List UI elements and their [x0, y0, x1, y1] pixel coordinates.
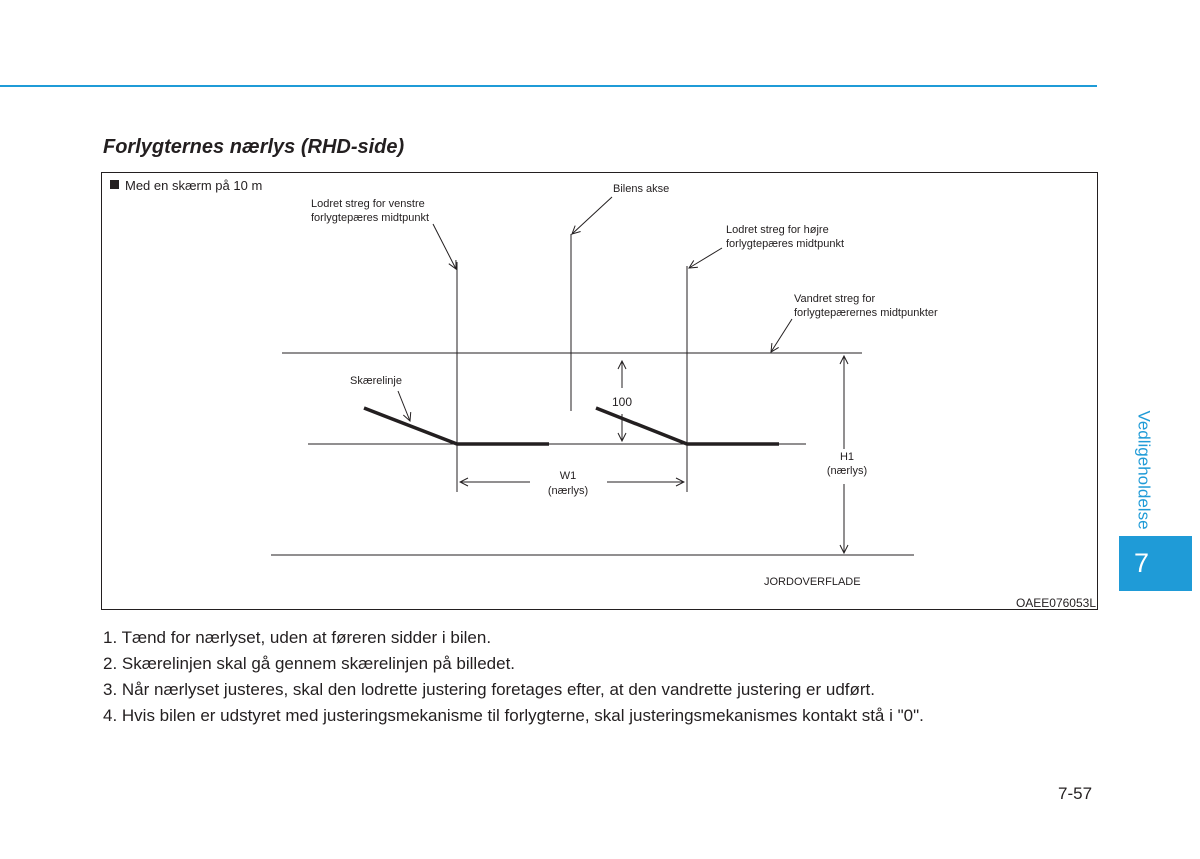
section-title: Forlygternes nærlys (RHD-side)	[103, 136, 405, 158]
left-vertical-label-line2: forlygtepæres midtpunkt	[311, 212, 429, 224]
vehicle-axis-label: Bilens akse	[613, 183, 670, 195]
diagram-frame	[102, 173, 1098, 610]
chapter-number: 7	[1134, 548, 1150, 578]
cutoff-leader-arrow	[398, 391, 410, 421]
offset-value-label: 100	[611, 395, 633, 409]
square-bullet-icon	[110, 180, 119, 189]
instruction-step: 1. Tænd for nærlyset, uden at føreren sidder i bilen.	[103, 628, 492, 647]
ground-label: JORDOVERFLADE	[764, 576, 861, 588]
vehicle-axis-leader-arrow	[572, 197, 612, 234]
horizontal-line-label-line1: Vandret streg for	[794, 293, 876, 305]
instruction-list	[103, 625, 924, 729]
chapter-side-tab-label: Vedligeholdelse	[1134, 410, 1154, 530]
cutoff-line-label: Skærelinje	[350, 375, 402, 387]
screen-distance-note: Med en skærm på 10 m	[125, 178, 263, 193]
instruction-step: 3. Når nærlyset justeres, skal den lodrette justering foretages efter, at den vandrette justering er udført.	[103, 680, 876, 699]
w1-label: W1	[559, 470, 577, 482]
h1-sublabel: (nærlys)	[826, 465, 868, 477]
left-vertical-leader-arrow	[433, 224, 456, 269]
header-rule	[0, 85, 1097, 87]
instruction-step: 4. Hvis bilen er udstyret med justeringsmekanisme til forlygterne, skal justeringsmekanismes kontakt stå i "0".	[103, 706, 924, 725]
horizontal-line-label-line2: forlygtepærernes midtpunkter	[794, 307, 938, 319]
h1-label: H1	[839, 451, 855, 463]
page-number: 7-57	[1058, 784, 1093, 803]
instruction-step: 2. Skærelinjen skal gå gennem skærelinjen på billedet.	[103, 654, 516, 673]
headlight-aim-diagram	[101, 172, 1099, 611]
right-vertical-label-line1: Lodret streg for højre	[726, 224, 829, 236]
chapter-tab	[1119, 536, 1192, 591]
right-vertical-label-line2: forlygtepæres midtpunkt	[726, 238, 844, 250]
w1-sublabel: (nærlys)	[547, 485, 589, 497]
left-vertical-label-line1: Lodret streg for venstre	[311, 198, 425, 210]
horizontal-line-leader-arrow	[771, 319, 792, 352]
right-vertical-leader-arrow	[689, 248, 722, 268]
figure-code: OAEE076053L	[1015, 596, 1096, 610]
